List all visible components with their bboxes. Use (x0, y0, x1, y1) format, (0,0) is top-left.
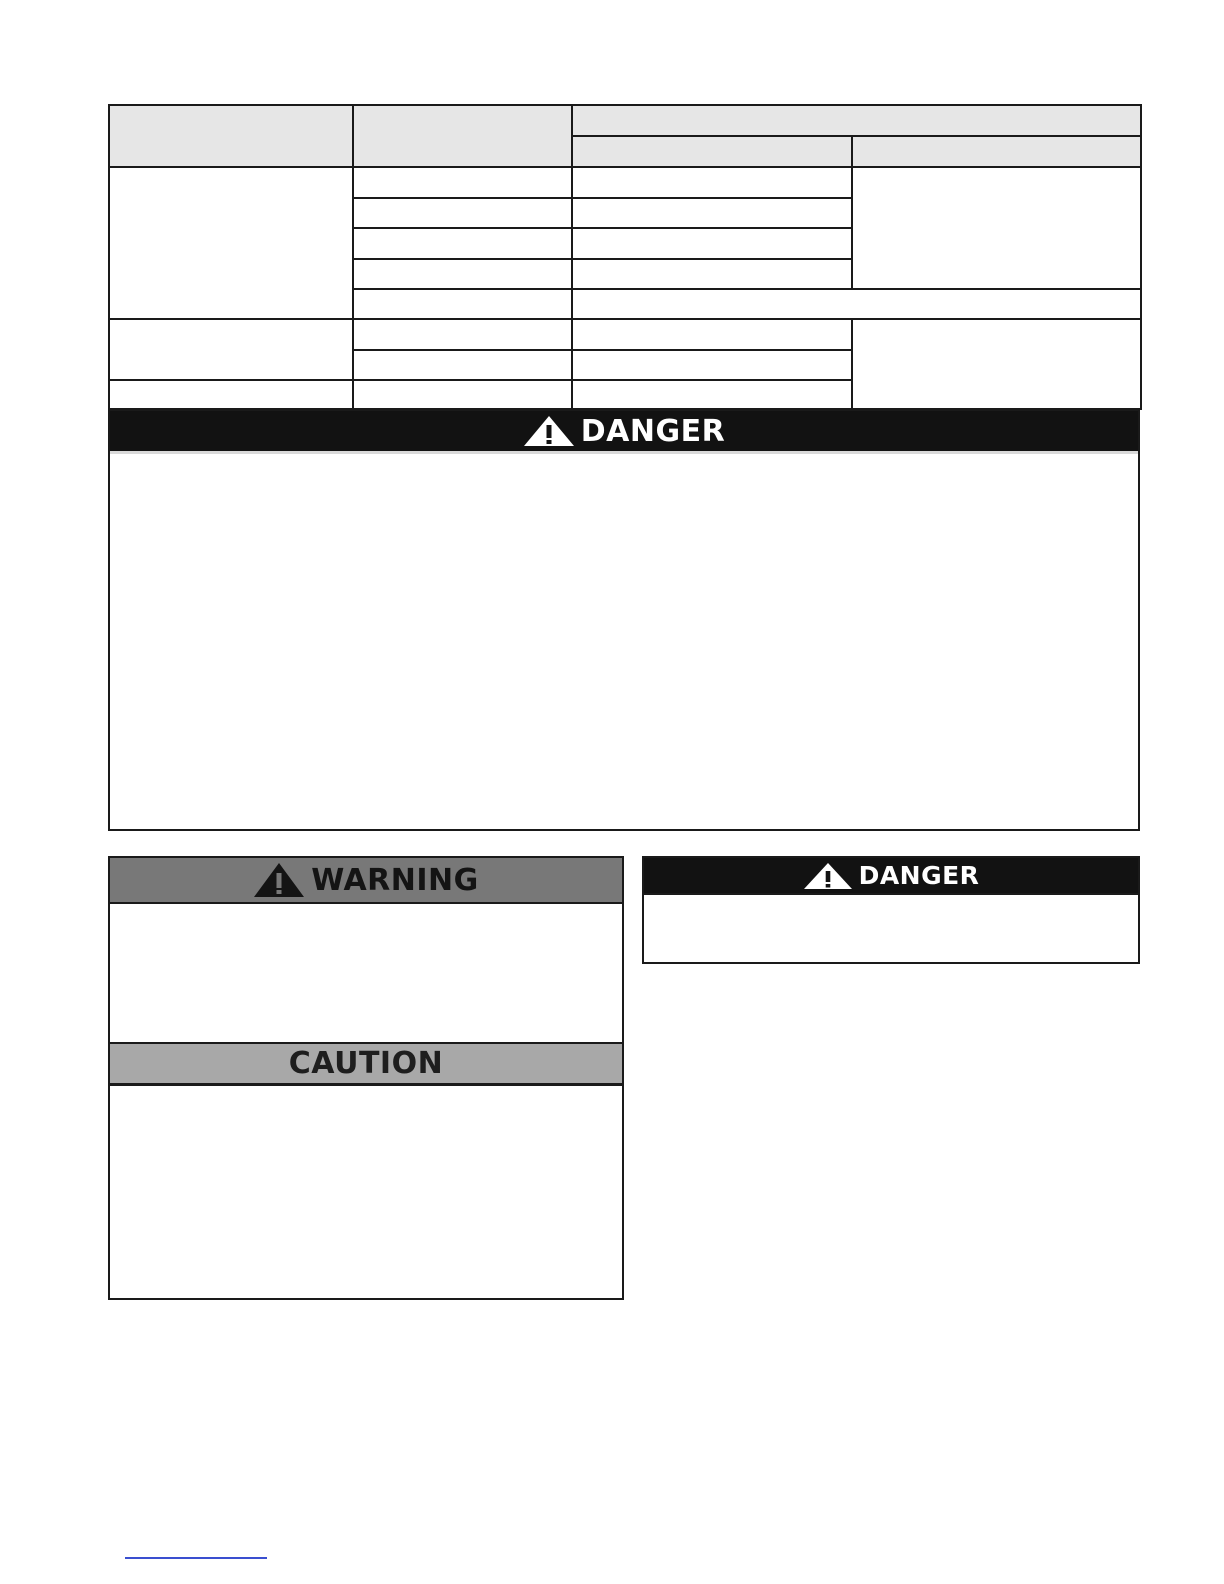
table-cell (353, 198, 572, 228)
danger-header (110, 411, 1138, 454)
specification-table (108, 104, 1142, 410)
danger-panel-small (642, 856, 1140, 964)
table-cell (353, 259, 572, 289)
table-merged-cell (852, 167, 1141, 289)
table-cell (353, 289, 572, 319)
warning-triangle-icon (253, 862, 305, 898)
table-cell (109, 380, 353, 409)
table-header-group-cell (572, 105, 1141, 136)
warning-caution-panel (108, 856, 624, 1300)
danger-signal-word: DANGER (858, 861, 980, 890)
table-cell (572, 259, 852, 289)
warning-body (110, 904, 622, 1042)
table-cell (353, 380, 572, 409)
caution-signal-word: CAUTION (288, 1046, 444, 1081)
table-header-cell (353, 105, 572, 167)
table-subheader-cell (572, 136, 852, 167)
table-cell (572, 198, 852, 228)
warning-header (110, 858, 622, 904)
table-subheader-cell (852, 136, 1141, 167)
table-group-cell (109, 319, 353, 380)
caution-header (110, 1042, 622, 1086)
table-cell (572, 350, 852, 380)
danger-header (644, 858, 1138, 895)
table-cell (572, 380, 852, 409)
footer-rule (125, 1557, 267, 1559)
table-cell (353, 350, 572, 380)
table-cell (353, 167, 572, 198)
warning-signal-word: WARNING (311, 862, 479, 898)
warning-triangle-icon (803, 862, 853, 890)
danger-panel (108, 409, 1140, 831)
table-spanning-cell (572, 289, 1141, 319)
table-cell (572, 167, 852, 198)
table-cell (572, 319, 852, 350)
table-cell (353, 319, 572, 350)
table-cell (572, 228, 852, 259)
danger-signal-word: DANGER (580, 413, 726, 449)
table-merged-cell (852, 319, 1141, 409)
table-cell (353, 228, 572, 259)
table-group-cell (109, 167, 353, 319)
warning-triangle-icon (523, 415, 575, 447)
table-header-cell (109, 105, 353, 167)
